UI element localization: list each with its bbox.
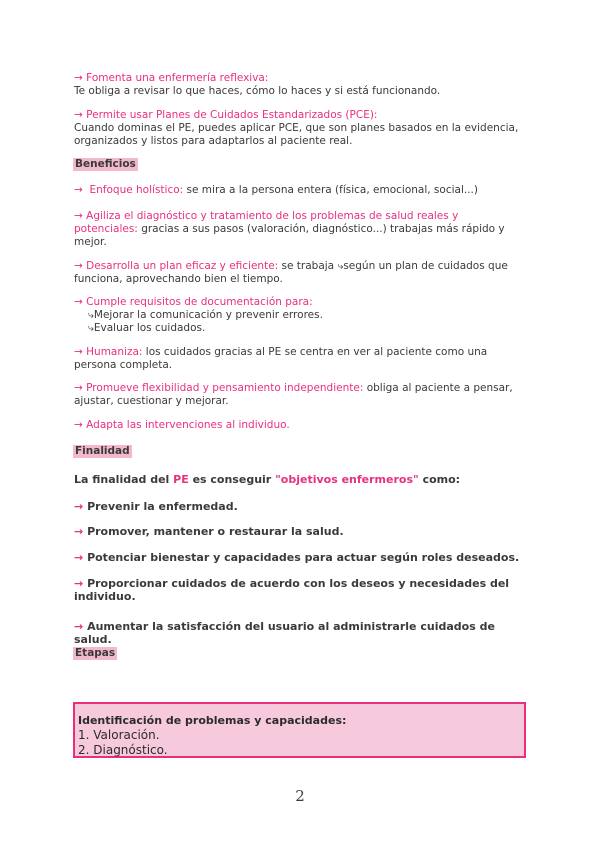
benefit-body: los cuidados gracias al PE se centra en ver al paciente como una persona completa. xyxy=(74,346,488,371)
benefit-subitem: ⤷Evaluar los cuidados. xyxy=(88,322,206,334)
finalidad-item-text: Proporcionar cuidados de acuerdo con los deseos y necesidades del individuo. xyxy=(74,577,510,603)
benefit-body: obliga al paciente a pensar, ajustar, cuestionar y mejorar. xyxy=(74,382,513,407)
etapas-box xyxy=(73,702,526,758)
intro-item-title: Permite usar Planes de Cuidados Estandarizados (PCE): xyxy=(86,109,378,121)
finalidad-intro-post: como: xyxy=(418,473,461,486)
arrow-icon: → xyxy=(74,382,83,394)
arrow-icon: → xyxy=(74,525,84,538)
arrow-icon: → xyxy=(74,346,83,358)
arrow-icon: → xyxy=(74,184,83,196)
benefit-title: Desarrolla un plan eficaz y eficiente: xyxy=(86,260,279,272)
arrow-icon: → xyxy=(74,551,84,564)
benefit-item xyxy=(74,419,524,432)
finalidad-item xyxy=(74,500,524,513)
benefit-item xyxy=(74,346,524,372)
finalidad-item xyxy=(74,525,524,538)
etapas-box-item: 1. Valoración. xyxy=(78,728,160,742)
intro-item xyxy=(74,72,524,98)
etapas-box-title: Identificación de problemas y capacidades: xyxy=(78,714,347,727)
benefit-subitem: ⤷Mejorar la comunicación y prevenir errores. xyxy=(88,309,323,321)
benefit-title: Humaniza: xyxy=(86,346,143,358)
benefit-item xyxy=(74,382,524,408)
arrow-icon: → xyxy=(74,419,83,431)
arrow-icon: → xyxy=(74,109,83,121)
benefit-body: se mira a la persona entera (física, emocional, social...) xyxy=(186,184,478,196)
section-heading-beneficios: Beneficios xyxy=(75,158,136,170)
finalidad-item-text: Prevenir la enfermedad. xyxy=(87,500,238,513)
benefit-title: Promueve flexibilidad y pensamiento independiente: xyxy=(86,382,364,394)
finalidad-item-text: Potenciar bienestar y capacidades para actuar según roles deseados. xyxy=(87,551,520,564)
arrow-icon: → xyxy=(74,500,84,513)
intro-item-body: Cuando dominas el PE, puedes aplicar PCE, que son planes basados en la evidencia, organizados y listos para adaptarlos al paciente real. xyxy=(74,122,519,147)
finalidad-item-text: Promover, mantener o restaurar la salud. xyxy=(87,525,344,538)
finalidad-item xyxy=(74,577,524,603)
benefit-body: gracias a sus pasos (valoración, diagnóstico...) trabajas más rápido y mejor. xyxy=(74,223,505,248)
finalidad-item-text: Aumentar la satisfacción del usuario al administrarle cuidados de salud. xyxy=(74,620,495,646)
etapas-box-item: 2. Diagnóstico. xyxy=(78,743,168,757)
section-heading-finalidad: Finalidad xyxy=(75,445,130,457)
arrow-icon: → xyxy=(74,296,83,308)
benefit-title: Agiliza el diagnóstico y tratamiento de los problemas de salud reales y potenciales: xyxy=(74,210,459,235)
finalidad-item xyxy=(74,620,524,646)
arrow-icon: → xyxy=(74,620,84,633)
finalidad-intro-mid: es conseguir xyxy=(188,473,276,486)
benefit-title: Enfoque holístico: xyxy=(89,184,184,196)
benefit-item xyxy=(74,296,524,335)
finalidad-item xyxy=(74,551,524,564)
finalidad-intro xyxy=(74,473,524,486)
finalidad-intro-pe: PE xyxy=(173,473,189,486)
intro-item xyxy=(74,109,524,148)
benefit-item xyxy=(74,184,524,197)
arrow-icon: → xyxy=(74,260,83,272)
intro-item-body: Te obliga a revisar lo que haces, cómo lo haces y si está funcionando. xyxy=(74,85,441,97)
benefit-item xyxy=(74,260,524,286)
arrow-icon: → xyxy=(74,72,83,84)
benefit-body: se trabaja ⤷según un plan de cuidados que funciona, aprovechando bien el tiempo. xyxy=(74,260,508,285)
benefit-title: Cumple requisitos de documentación para: xyxy=(86,296,313,308)
page-number: 2 xyxy=(295,787,305,805)
finalidad-intro-pre: La finalidad del xyxy=(74,473,174,486)
finalidad-intro-objetivos: "objetivos enfermeros" xyxy=(275,473,419,486)
intro-item-title: Fomenta una enfermería reflexiva: xyxy=(86,72,269,84)
arrow-icon: → xyxy=(74,577,84,590)
benefit-item xyxy=(74,210,524,249)
arrow-icon: → xyxy=(74,210,83,222)
benefit-title: Adapta las intervenciones al individuo. xyxy=(86,419,290,431)
section-heading-etapas: Etapas xyxy=(75,647,116,659)
